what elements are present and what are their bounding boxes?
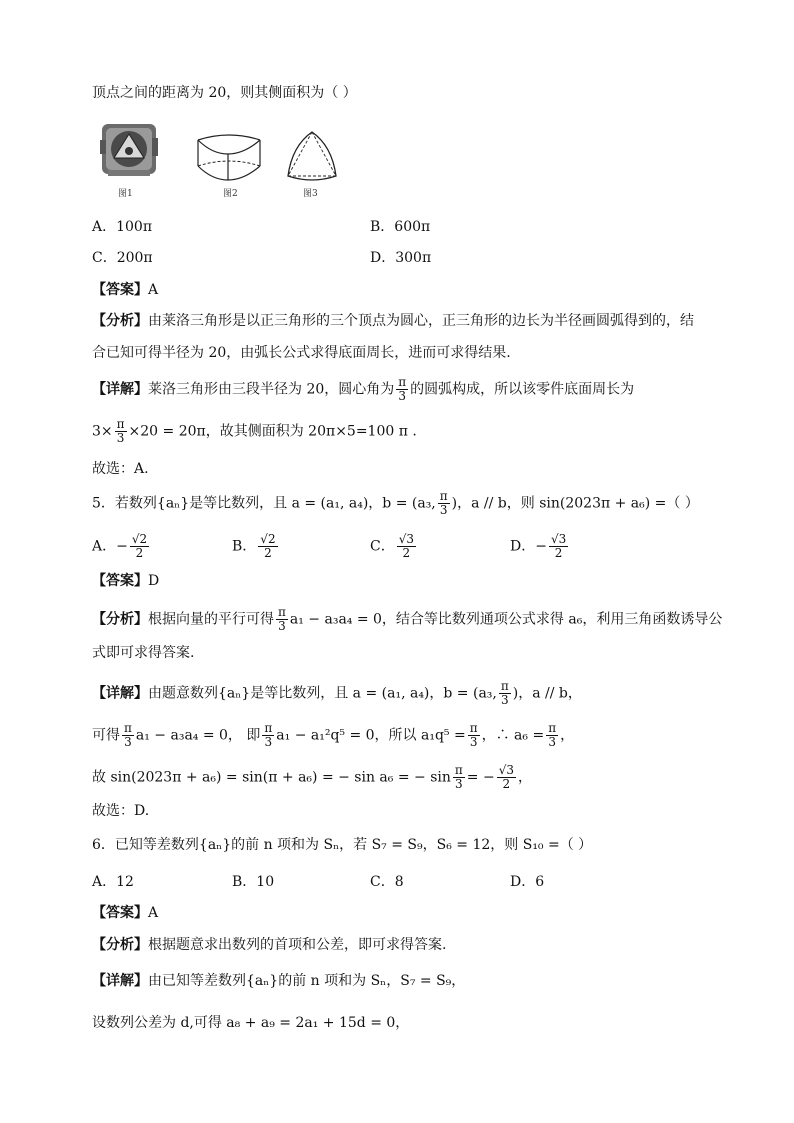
figure-1-caption: 图1 [118,189,133,199]
q5-detail: 【详解】由题意数列{aₙ}是等比数列，且 a = (a₁, a₄)，b = (a₃, $\frac{\pi}{3}$ )，a // b， [92,679,582,707]
q4-choose: 故选：A. [92,461,149,477]
analysis-tag: 【分析】 [92,937,148,953]
answer-value: D [148,573,160,589]
answer-tag: 【答案】 [92,573,148,589]
q4-answer [92,279,158,301]
fraction-pi-over-3: $\frac{\pi}{3}$ [116,417,125,445]
q5-detail-line2: 可得 $\frac{\pi}{3}$ a₁ − a₃a₄ = 0， 即 $\frac{\pi}{3}$ a₁ − a₁²q⁵ = 0，所以 a₁q⁵ = $\frac{\pi}{3}$ ，∴ a₆ = $\frac{\pi}{3}$ ， [92,721,575,749]
q6-option-b: B．10 [232,874,275,890]
q6-detail-line2: 设数列公差为 d,可得 a₈ + a₉ = 2a₁ + 15d = 0， [92,1015,410,1031]
detail-tag: 【详解】 [92,973,148,989]
q4-option-d: D．300π [370,250,432,266]
q5-option-d: D．− $\frac{√3}{2}$ [510,532,567,560]
q6-answer [92,902,158,924]
q5-option-b: B． $\frac{√2}{2}$ [232,532,276,560]
q6-option-a: A．12 [92,874,134,890]
q4-detail [92,376,634,403]
detail-text: 由题意数列{aₙ}是等比数列，且 a = (a₁, a₄)，b = (a₃, [148,685,497,702]
q4-option-a: A．100π [92,219,153,235]
stem-text: 5．若数列{aₙ}是等比数列，且 a = (a₁, a₄)，b = (a₃, [92,495,436,512]
q6-option-c: C．8 [370,874,404,890]
fraction-pi-over-3: $\frac{\pi}{3}$ [439,489,448,517]
answer-tag: 【答案】 [92,905,148,921]
q5-answer [92,570,159,592]
q4-option-b: B．600π [370,219,431,235]
analysis-text: 根据向量的平行可得 [148,611,274,628]
detail-text-cont: )，a // b， [512,685,582,702]
q5-stem [92,490,699,517]
analysis-text: 由莱洛三角形是以正三角形的三个顶点为圆心，正三角形的边长为半径画圆弧得到的，结 [148,313,694,329]
answer-value: A [148,282,159,298]
stem-text-cont: )，a // b，则 sin(2023π + a₆) =（ ） [451,495,699,512]
q6-option-d: D．6 [510,874,545,890]
q4-option-c: C．200π [92,250,153,266]
analysis-tag: 【分析】 [92,611,148,628]
detail-tag: 【详解】 [92,685,148,702]
q6-stem: 6．已知等差数列{aₙ}的前 n 项和为 Sₙ，若 S₇ = S₉，S₆ = 12，则 S₁₀ =（ ） [92,837,593,853]
question-stem-tail: 顶点之间的距离为 20，则其侧面积为（ ） [92,85,357,101]
q6-detail [92,970,465,992]
detail-text: 莱洛三角形由三段半径为 20，圆心角为 [148,381,395,398]
q5-option-a: A．− $\frac{√2}{2}$ [92,532,148,560]
analysis-text: 根据题意求出数列的首项和公差，即可求得答案. [148,937,447,953]
q4-detail-formula [92,418,417,445]
figure-2-reuleaux-prism [192,132,266,184]
answer-tag: 【答案】 [92,282,148,298]
figure-1-engine-photo [98,118,160,182]
formula-part: 3× [92,423,113,440]
figure-3-caption: 图3 [303,189,318,199]
detail-text-cont: 的圆弧构成，所以该零件底面周长为 [410,381,635,398]
q5-option-c: C． $\frac{√3}{2}$ [370,532,414,560]
answer-value: A [148,905,159,921]
q5-choose: 故选：D. [92,803,150,819]
fraction-pi-over-3: $\frac{\pi}{3}$ [398,375,407,403]
q5-analysis-cont: 式即可求得答案. [92,645,195,661]
q5-analysis: 【分析】根据向量的平行可得 $\frac{\pi}{3}$ a₁ − a₃a₄ = 0，结合等比数列通项公式求得 a₆，利用三角函数诱导公 [92,605,723,633]
q6-analysis [92,934,446,956]
q4-analysis-cont: 合已知可得半径为 20，由弧长公式求得底面周长，进而可求得结果. [92,345,511,361]
formula-part: ×20 = 20π，故其侧面积为 20π×5=100 π . [128,423,417,440]
figure-3-reuleaux-triangle [282,128,342,184]
q5-detail-line3: 故 sin(2023π + a₆) = sin(π + a₆) = − sin a₆ = − sin $\frac{\pi}{3}$ = − $\frac{√3}{2}$ ， [92,763,532,791]
figure-2-caption: 图2 [223,189,238,199]
q4-analysis [92,310,694,332]
analysis-text-cont: a₁ − a₃a₄ = 0，结合等比数列通项公式求得 a₆，利用三角函数诱导公 [289,611,723,628]
detail-tag: 【详解】 [92,381,148,398]
detail-text: 由已知等差数列{aₙ}的前 n 项和为 Sₙ，S₇ = S₉， [148,973,466,989]
analysis-tag: 【分析】 [92,313,148,329]
